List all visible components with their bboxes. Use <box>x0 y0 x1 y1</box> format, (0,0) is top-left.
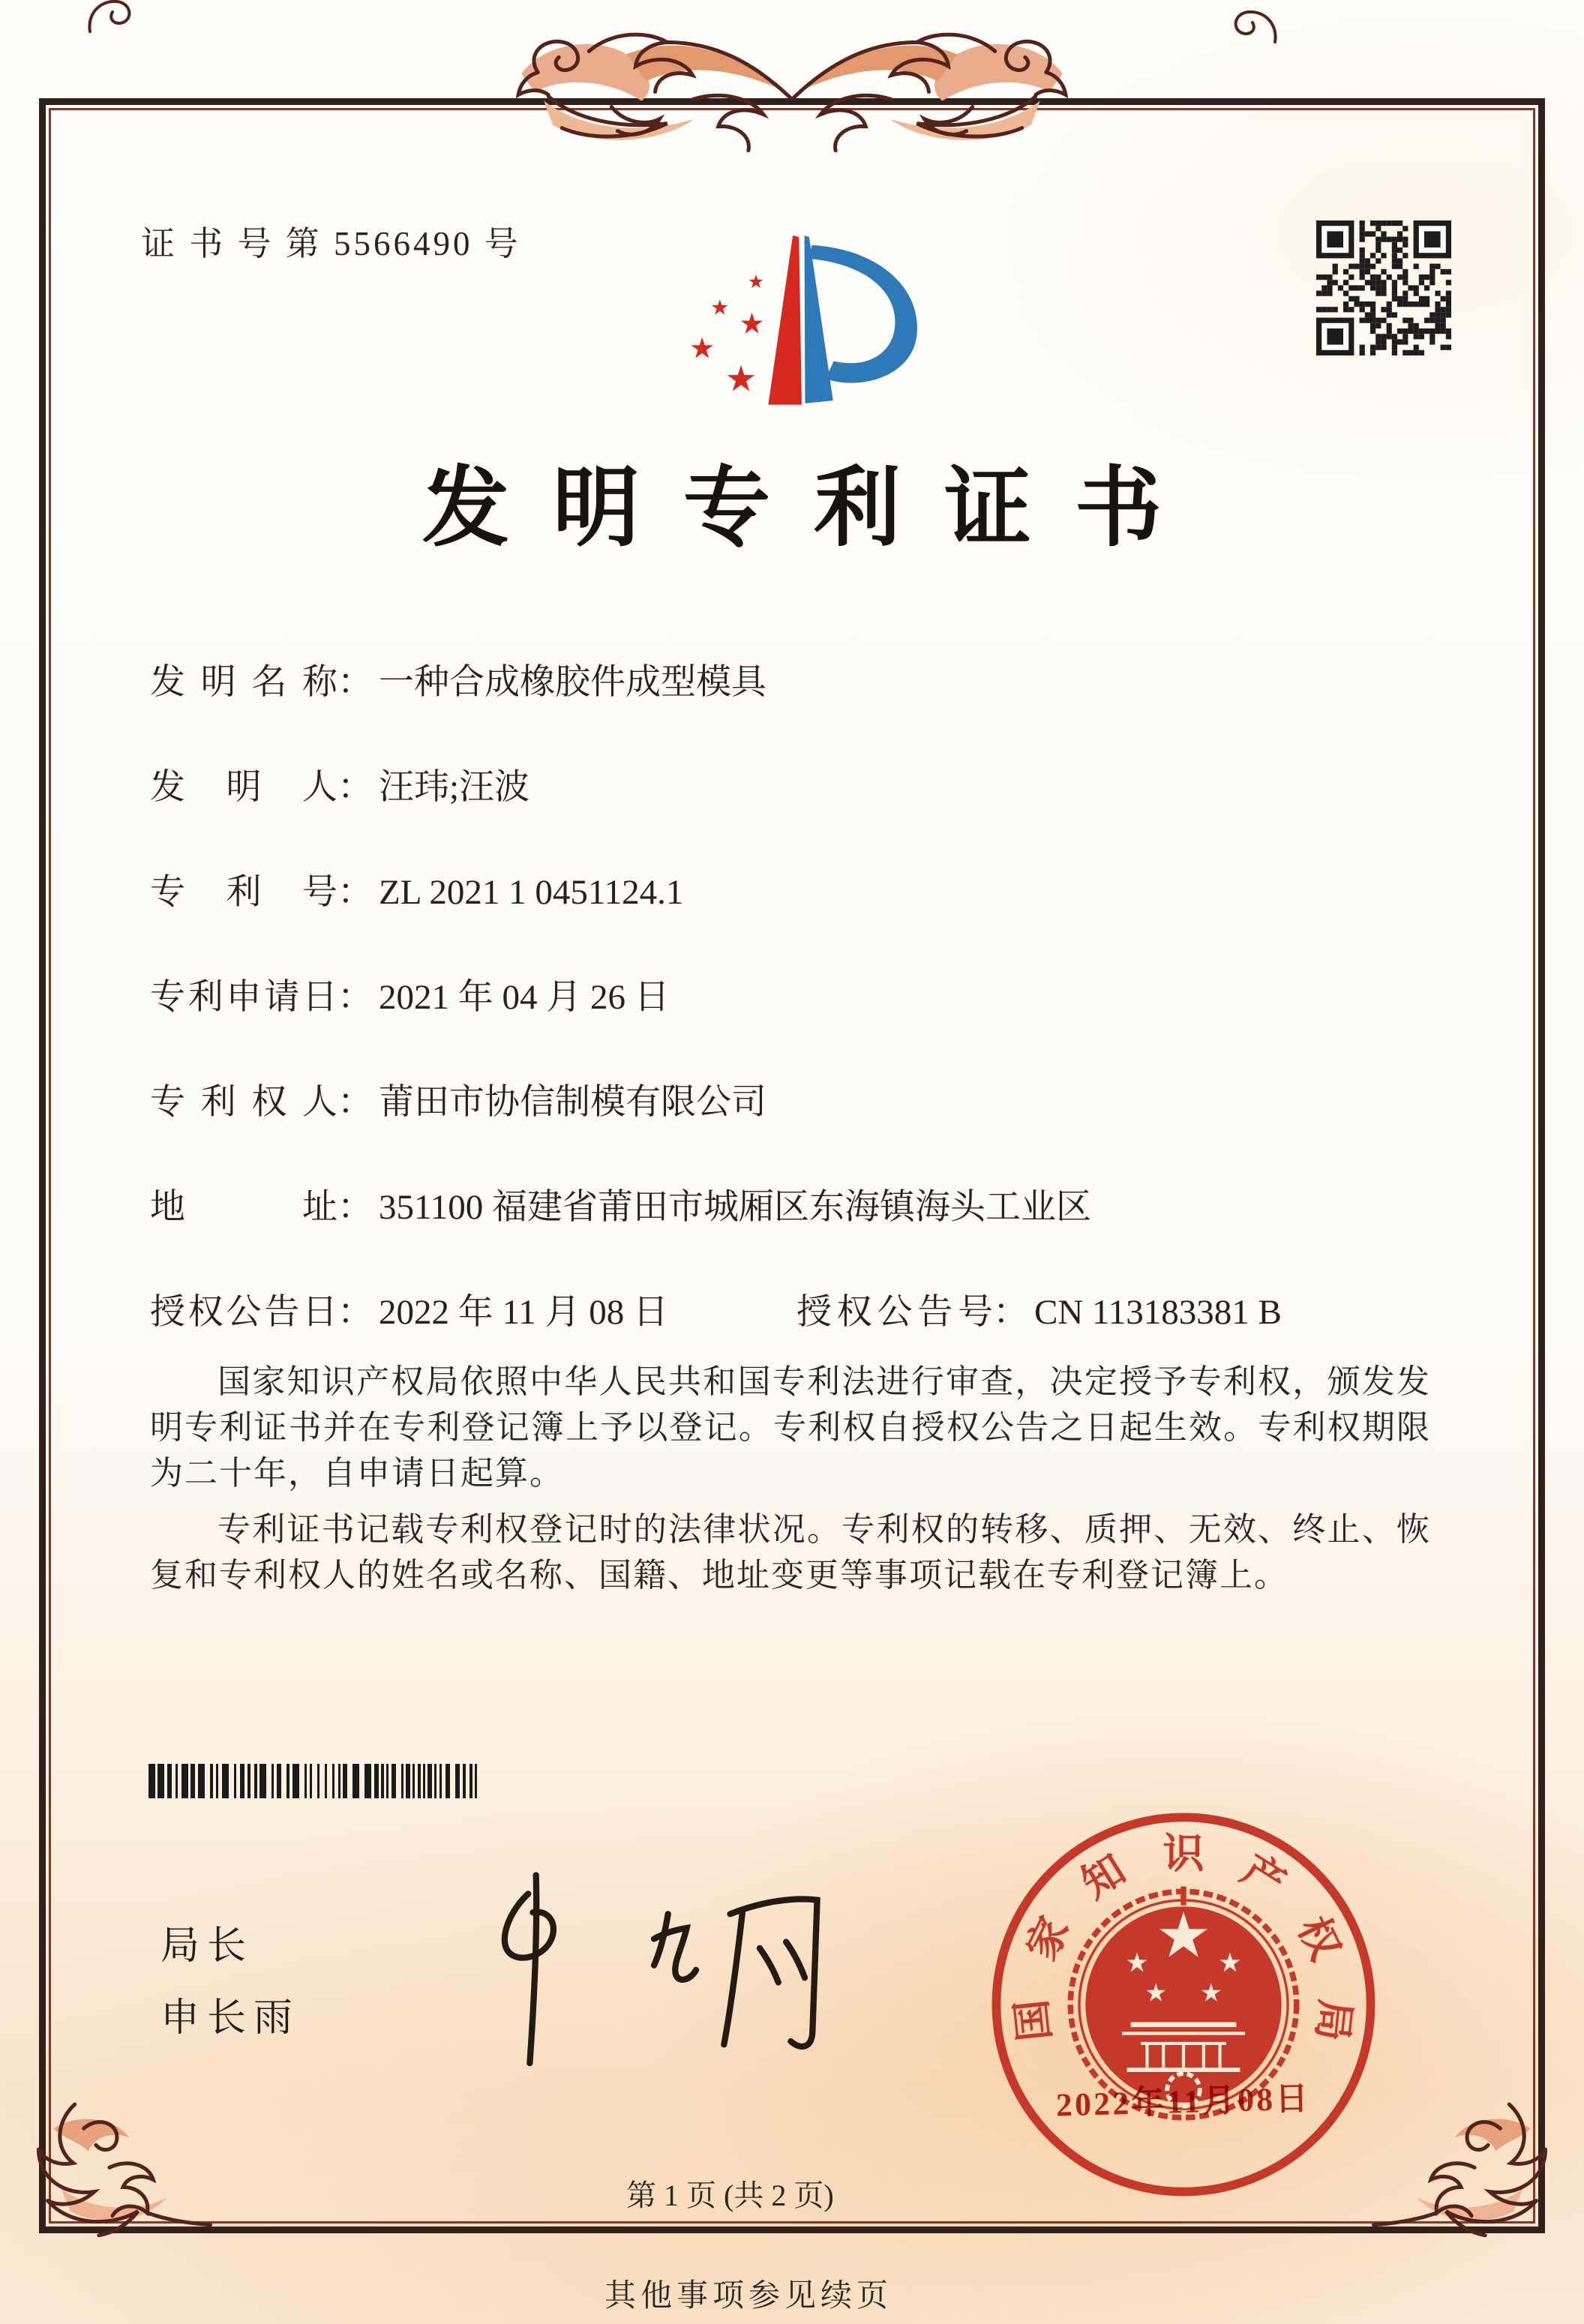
label-colon: ： <box>338 1188 373 1227</box>
field-row-invention-name <box>150 654 766 704</box>
continuation-note: 其他事项参见续页 <box>604 2279 893 2314</box>
label-colon: ： <box>338 978 373 1017</box>
field-label: 授权公告号 <box>796 1293 993 1332</box>
field-label: 发明名称 <box>150 663 338 702</box>
field-value: CN 113183381 B <box>1034 1293 1282 1332</box>
barcode <box>148 1764 483 1798</box>
field-row-inventor <box>150 759 530 809</box>
legal-text <box>150 1359 1431 1598</box>
official-seal <box>982 1804 1384 2206</box>
cnipa-logo-icon <box>654 207 948 432</box>
field-label: 专利号 <box>150 873 338 912</box>
legal-paragraph: 专利证书记载专利权登记时的法律状况。专利权的转移、质押、无效、终止、恢复和专利权人的姓名或名称、国籍、地址变更等事项记载在专利登记簿上。 <box>150 1511 1431 1594</box>
label-colon: ： <box>338 663 373 702</box>
field-value: ZL 2021 1 0451124.1 <box>379 873 684 912</box>
svg-text:家: 家 <box>1018 1909 1078 1968</box>
grant-number-row <box>796 1284 1282 1334</box>
dragon-ornament-left-icon <box>499 28 792 160</box>
seal-date: 2022年11月08日 <box>1055 2080 1311 2124</box>
field-label: 地址 <box>150 1188 338 1227</box>
qr-code <box>1316 220 1451 355</box>
label-colon: ： <box>993 1293 1028 1332</box>
svg-text:知: 知 <box>1073 1846 1134 1908</box>
field-value: 汪玮;汪波 <box>379 768 530 807</box>
field-label: 专利权人 <box>150 1083 338 1122</box>
svg-text:局: 局 <box>1308 1997 1359 2044</box>
label-colon: ： <box>338 1293 373 1332</box>
legal-paragraph: 国家知识产权局依照中华人民共和国专利法进行审查，决定授予专利权，颁发发明专利证书并在专利登记簿上予以登记。专利权自授权公告之日起生效。专利权期限为二十年，自申请日起算。 <box>150 1363 1431 1492</box>
field-row-address <box>150 1179 1091 1229</box>
bottom-right-flourish-icon <box>1371 2098 1554 2260</box>
top-left-curl-icon <box>84 0 138 39</box>
field-value: 2021 年 04 月 26 日 <box>379 978 670 1017</box>
field-row-patent-number <box>150 864 683 914</box>
label-colon: ： <box>338 768 373 807</box>
director-title: 局长 <box>160 1925 254 1968</box>
field-row-patentee <box>150 1074 766 1124</box>
page-indicator: 第 1 页 (共 2 页) <box>626 2179 834 2212</box>
top-dragon-ornament <box>499 28 1085 160</box>
bottom-left-flourish-icon <box>30 2098 213 2260</box>
svg-text:识: 识 <box>1162 1831 1204 1877</box>
svg-text:国: 国 <box>1008 1997 1059 2044</box>
label-colon: ： <box>338 1083 373 1122</box>
director-name: 申长雨 <box>160 1997 301 2040</box>
field-value: 2022 年 11 月 08 日 <box>379 1293 669 1332</box>
field-value: 莆田市协信制模有限公司 <box>379 1083 766 1122</box>
svg-text:权: 权 <box>1289 1909 1349 1968</box>
label-colon: ： <box>338 873 373 912</box>
certificate-number: 证 书 号 第 5566490 号 <box>141 225 521 262</box>
field-label: 发明人 <box>150 768 338 807</box>
director-signature <box>435 1864 870 2082</box>
field-label: 专利申请日 <box>150 978 338 1017</box>
field-row-filing-date <box>150 969 670 1019</box>
top-right-curl-icon <box>1227 3 1281 49</box>
field-value: 351100 福建省莆田市城厢区东海镇海头工业区 <box>379 1188 1092 1227</box>
field-label: 授权公告日 <box>150 1293 338 1332</box>
field-value: 一种合成橡胶件成型模具 <box>379 663 766 702</box>
svg-text:产: 产 <box>1233 1846 1294 1908</box>
certificate-title: 发明专利证书 <box>422 461 1205 557</box>
dragon-ornament-right-icon <box>792 28 1085 160</box>
grant-date-row <box>150 1284 668 1334</box>
